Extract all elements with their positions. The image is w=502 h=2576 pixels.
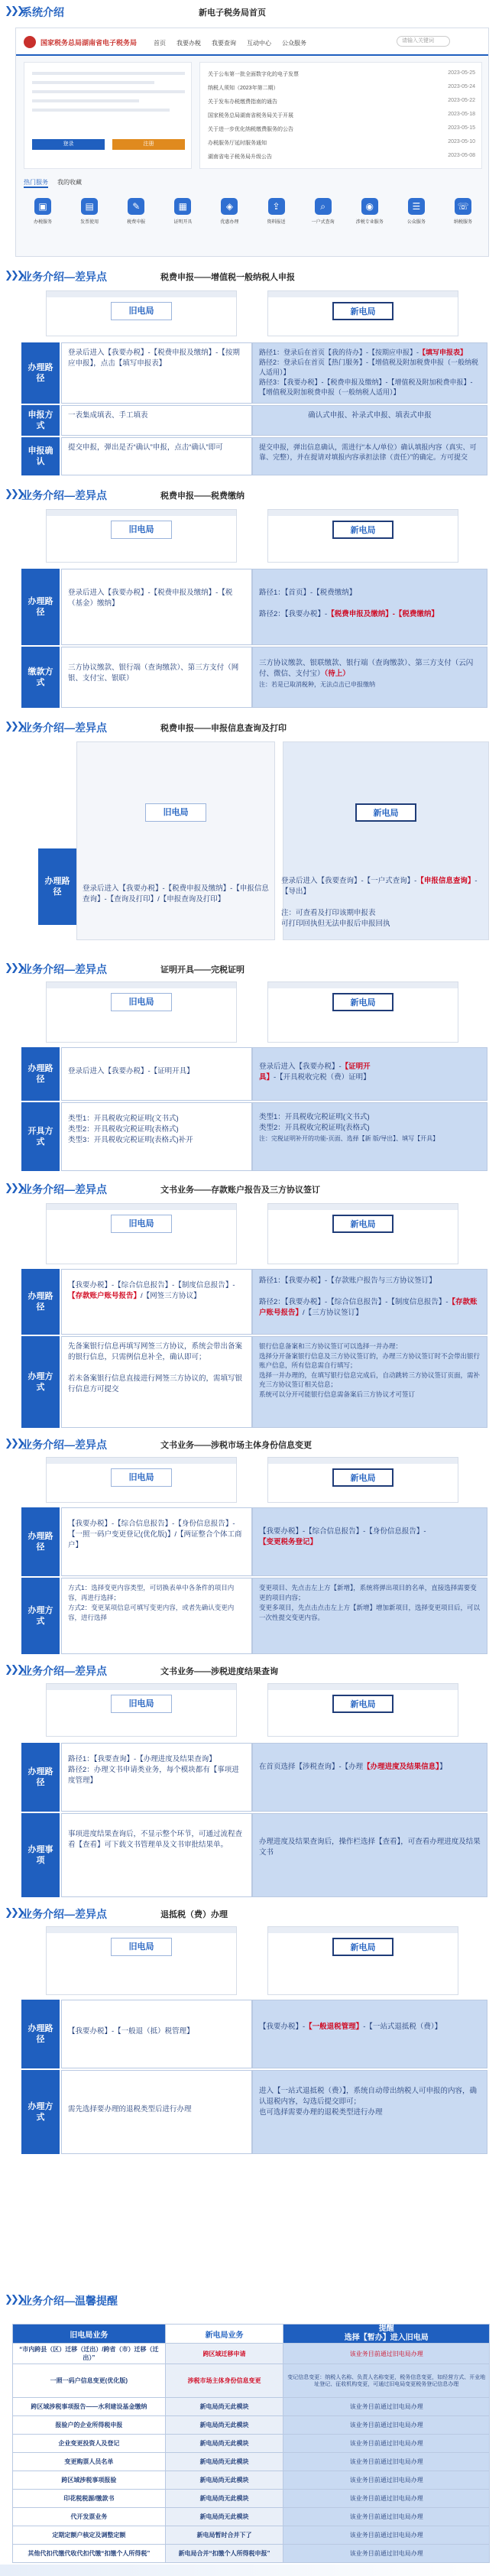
section-subtitle: 证明开具——完税证明 bbox=[160, 965, 245, 975]
section-reminder bbox=[0, 2289, 502, 2308]
old-portal-tag: 旧电局 bbox=[111, 1468, 172, 1487]
new-path: 路径1：【我要办税】-【存款账户报告与三方协议签订】 路径2：【我要办税】-【综合信息报告】-【制度信息报告】-【存款账户账号报告】/【三方协议签订】 bbox=[252, 1269, 487, 1335]
chevron-icon: ❯❯❯ bbox=[5, 1663, 23, 1675]
table-cell: 新电局合并“扣缴个人所得税申报” bbox=[165, 2545, 283, 2563]
old-portal-screen bbox=[46, 1203, 237, 1264]
old-path: 【我要办税】-【综合信息报告】-【制度信息报告】-【存款账户账号报告】/【网签三方协议】 bbox=[61, 1269, 252, 1335]
table-cell: 印花税税源/缴款书 bbox=[13, 2490, 166, 2508]
table-cell: 代开发票业务 bbox=[13, 2508, 166, 2526]
portal-search-input[interactable]: 请输入关键词 bbox=[397, 36, 450, 47]
comparison-screens bbox=[46, 1203, 458, 1264]
new-portal-tag: 新电局 bbox=[332, 1938, 394, 1956]
section-title: 业务介绍—差异点 bbox=[21, 271, 107, 283]
section-title: 业务介绍—差异点 bbox=[21, 489, 107, 501]
nav-item[interactable]: 互动中心 bbox=[247, 40, 271, 47]
section-progress-query bbox=[0, 1659, 502, 1679]
new-portal-tag: 新电局 bbox=[332, 993, 394, 1011]
section-title: 业务介绍—差异点 bbox=[21, 1908, 107, 1920]
section-identity-change bbox=[0, 1432, 502, 1452]
table-cell: 一照一码户信息变更(优化版) bbox=[13, 2364, 166, 2398]
old-method: 方式1：选择变更内容类型，可切换表单中各条件的项目内容，再进行选择； 方式2：变更某项信息可填写变更内容，或者先确认变更内容，进行选择 bbox=[61, 1578, 252, 1654]
table-cell: 该业务目前通过旧电局办理 bbox=[283, 2453, 490, 2471]
row-label: 办理路径 bbox=[21, 2000, 60, 2068]
service-tile[interactable]: ✎ 税费申报 bbox=[117, 198, 155, 225]
table-cell: 该业务目前通过旧电局办理 bbox=[283, 2416, 490, 2435]
section-system-intro bbox=[0, 0, 502, 20]
section-subtitle: 新电子税务局首页 bbox=[199, 8, 266, 18]
row-label: 办理路径 bbox=[21, 342, 60, 404]
footer-decoration bbox=[0, 2565, 502, 2576]
old-path: 路径1：【我要查询】-【办理进度及结果查询】 路径2：办理文书申请类业务，每个模块都有【事项进度管理】 bbox=[61, 1743, 252, 1812]
old-path: 登录后进入【我要办税】-【税费申报及缴纳】-【按期应申报】，点击【填写申报表】 bbox=[61, 342, 252, 404]
row-label: 办理方式 bbox=[21, 1578, 60, 1654]
login-button[interactable]: 登录 bbox=[32, 139, 105, 150]
header-new-business: 新电局业务 bbox=[165, 2325, 283, 2344]
new-portal-tag: 新电局 bbox=[355, 803, 416, 822]
section-subtitle: 税费申报——增值税一般纳税人申报 bbox=[160, 273, 295, 282]
table-cell: 其他代扣代缴代收代扣代缴“扣缴个人所得税” bbox=[13, 2545, 166, 2563]
new-portal-tag: 新电局 bbox=[332, 1695, 394, 1713]
section-title: 业务介绍—温馨提醒 bbox=[21, 2295, 118, 2307]
service-tile[interactable]: ▤ 发票使用 bbox=[70, 198, 108, 225]
comparison-screens bbox=[46, 1683, 458, 1737]
new-method: 变更项目、先点击左上方【新增】，系统将弹出项目的名单，直接选择需要变更的项目内容； 变更多项目，先点击点击左上方【新增】增加新项目，选择变更项目后，可以一次性提交变更内容。 bbox=[252, 1578, 487, 1654]
chevron-icon: ❯❯❯ bbox=[5, 1437, 23, 1449]
table-cell: 跨区域迁移申请 bbox=[165, 2344, 283, 2364]
section-tax-certificate bbox=[0, 957, 502, 977]
invoice-icon: ▤ bbox=[81, 198, 98, 215]
old-portal-screen bbox=[46, 1683, 237, 1737]
section-title: 系统介绍 bbox=[21, 6, 64, 18]
service-icon: ☏ bbox=[455, 198, 471, 215]
new-path: 登录后进入【我要办税】-【证明开具】-【开具税收完税（费）证明】 bbox=[252, 1047, 487, 1101]
old-path: 【我要办税】-【综合信息报告】-【身份信息报告】-【一照一码户变更登记(优化版)】/【两证整合个体工商户】 bbox=[61, 1507, 252, 1576]
old-portal-tag: 旧电局 bbox=[111, 1695, 172, 1713]
old-path: 登录后进入【我要办税】-【税费申报及缴纳】-【税（基金）缴纳】 bbox=[61, 569, 252, 645]
old-method: 先备案银行信息再填写网签三方协议，系统会带出备案的银行信息，只需例信息补全，确认即可； 若未备案银行信息直接进行网签三方协议的，需填写银行信息方可提交 bbox=[61, 1336, 252, 1428]
table-cell: 新电局尚无此模块 bbox=[165, 2416, 283, 2435]
table-cell: 该业务目前通过旧电局办理 bbox=[283, 2508, 490, 2526]
service-tile[interactable]: ⌕ 一户式查询 bbox=[304, 198, 342, 225]
row-label: 办理方式 bbox=[21, 1336, 60, 1428]
table-cell: 涉税市场主体身份信息变更 bbox=[165, 2364, 283, 2398]
row-label: 办理事项 bbox=[21, 1813, 60, 1897]
section-subtitle: 文书业务——存款账户报告及三方协议签订 bbox=[160, 1186, 320, 1195]
section-title: 业务介绍—差异点 bbox=[21, 1665, 107, 1677]
table-cell: 跨区域涉税事项报告——水利建设基金缴纳 bbox=[13, 2398, 166, 2416]
chevron-icon: ❯❯❯ bbox=[5, 2293, 23, 2305]
nav-item[interactable]: 首页 bbox=[154, 40, 166, 47]
table-row bbox=[13, 2416, 490, 2435]
new-portal-screen bbox=[267, 1457, 458, 1503]
table-row bbox=[13, 2364, 490, 2398]
row-label: 办理路径 bbox=[21, 1507, 60, 1576]
new-portal-tag: 新电局 bbox=[332, 521, 394, 539]
section-subtitle: 文书业务——涉税进度结果查询 bbox=[160, 1667, 278, 1676]
portal-service-icons bbox=[24, 198, 482, 225]
table-cell: “市内跨县（区）迁移（迁出）/跨省（市）迁移（迁出）” bbox=[13, 2344, 166, 2364]
row-label: 办理路径 bbox=[21, 1743, 60, 1812]
table-cell: 变记信息变更：纳税人名称、负责人名称变更，税务信息变更，如经营方式、开业地址登记、征收机构变更，可通过旧电局变更税务登记信息办理 bbox=[283, 2364, 490, 2398]
agency-icon: ◉ bbox=[361, 198, 378, 215]
header-old-business: 旧电局业务 bbox=[13, 2325, 166, 2344]
old-portal-tag: 旧电局 bbox=[111, 302, 172, 320]
service-tile[interactable]: ◉ 涉税专业服务 bbox=[351, 198, 389, 225]
chevron-icon: ❯❯❯ bbox=[5, 269, 23, 281]
section-subtitle: 文书业务——涉税市场主体身份信息变更 bbox=[160, 1441, 312, 1450]
discount-icon: ◈ bbox=[221, 198, 238, 215]
list-item[interactable]: 湖南省电子税务局升级公告 2023-05-08 bbox=[208, 153, 475, 160]
old-portal-screen bbox=[46, 290, 237, 336]
old-portal-tag: 旧电局 bbox=[111, 1938, 172, 1956]
table-cell: 该业务目前通过旧电局办理 bbox=[283, 2344, 490, 2364]
row-label: 办理路径 bbox=[38, 848, 76, 925]
comparison-screens bbox=[46, 509, 458, 563]
new-portal-screen bbox=[267, 290, 458, 336]
new-portal-screen bbox=[267, 1203, 458, 1264]
section-title: 业务介绍—差异点 bbox=[21, 1183, 107, 1196]
new-path: 登录后进入【我要查询】-【一户式查询】-【申报信息查询】-【导出】 注：可查看及打印该期申报表 可打印回执但无法申报后申报回执 bbox=[281, 877, 478, 928]
row-label: 申报确认 bbox=[21, 437, 60, 475]
nav-item[interactable]: 我要查询 bbox=[212, 40, 236, 47]
table-row bbox=[13, 2508, 490, 2526]
chevron-icon: ❯❯❯ bbox=[5, 962, 23, 973]
section-title: 业务介绍—差异点 bbox=[21, 722, 107, 734]
section-title: 业务介绍—差异点 bbox=[21, 1439, 107, 1451]
service-tile[interactable]: ⇪ 资料报送 bbox=[257, 198, 296, 225]
table-row bbox=[13, 2453, 490, 2471]
portal-nav bbox=[154, 39, 306, 47]
declare-icon: ✎ bbox=[128, 198, 144, 215]
old-portal-screen bbox=[46, 1457, 237, 1503]
section-subtitle: 税费申报——税费缴纳 bbox=[160, 492, 245, 501]
old-path: 【我要办税】-【一般退（抵）税管理】 bbox=[61, 2000, 252, 2068]
old-method: 类型1：开具税收完税证明(文书式) 类型2：开具税收完税证明(表格式) 类型3：开具税收完税证明(表格式)补开 bbox=[61, 1102, 252, 1171]
old-portal-tag: 旧电局 bbox=[111, 521, 172, 539]
portal-login-banner bbox=[24, 62, 192, 169]
comparison-screens bbox=[46, 1926, 458, 1995]
chevron-icon: ❯❯❯ bbox=[5, 1906, 23, 1918]
portal-site-name: 国家税务总局湖南省电子税务局 bbox=[40, 39, 138, 47]
new-portal-tag: 新电局 bbox=[332, 1468, 394, 1487]
section-vat-declaration bbox=[0, 264, 502, 284]
service-tile[interactable]: ☏ 纳税服务 bbox=[444, 198, 482, 225]
row-label: 缴款方式 bbox=[21, 647, 60, 708]
chevron-icon: ❯❯❯ bbox=[5, 5, 23, 16]
new-method: 进入【一站式退抵税（费）】，系统自动带出纳税人可申报的内容，确认退税内容，勾选后提交即可； 也可选择需要办理的退税类型进行办理 bbox=[252, 2070, 487, 2154]
chevron-icon: ❯❯❯ bbox=[5, 1182, 23, 1193]
new-portal-tag: 新电局 bbox=[332, 1215, 394, 1233]
old-portal-screen bbox=[46, 1926, 237, 1995]
new-path: 路径1：【首页】-【税费缴纳】 路径2：【我要办税】-【税费申报及缴纳】-【税费缴纳】 bbox=[252, 569, 487, 645]
table-cell: 该业务目前通过旧电局办理 bbox=[283, 2545, 490, 2563]
row-label: 办理路径 bbox=[21, 1269, 60, 1335]
portal-topbar bbox=[16, 28, 488, 56]
row-label: 申报方式 bbox=[21, 405, 60, 436]
reminder-table bbox=[12, 2324, 490, 2563]
row-label: 办理方式 bbox=[21, 2070, 60, 2154]
new-method: 类型1：开具税收完税证明(文书式) 类型2：开具税收完税证明(表格式) 注：完税证明补开的功能-页面、选择【新 版/导出】、填写【开具】 bbox=[252, 1102, 487, 1171]
section-declaration-query bbox=[0, 715, 502, 735]
new-path: 【我要办税】-【综合信息报告】-【身份信息报告】-【变更税务登记】 bbox=[252, 1507, 487, 1576]
upload-icon: ⇪ bbox=[268, 198, 285, 215]
portal-screenshot bbox=[15, 28, 489, 257]
comparison-screens bbox=[46, 981, 458, 1043]
section-title: 业务介绍—差异点 bbox=[21, 963, 107, 975]
old-path: 登录后进入【我要办税】-【证明开具】 bbox=[61, 1047, 252, 1101]
section-subtitle: 退抵税（费）办理 bbox=[160, 1910, 228, 1919]
table-cell: 新电局尚无此模块 bbox=[165, 2508, 283, 2526]
list-item[interactable]: 纳税人须知（2023年第二期） 2023-05-24 bbox=[208, 84, 475, 91]
table-cell: 该业务目前通过旧电局办理 bbox=[283, 2526, 490, 2545]
old-portal-tag: 旧电局 bbox=[111, 1215, 172, 1233]
table-row bbox=[13, 2545, 490, 2563]
table-cell: 企业变更投资人及登记 bbox=[13, 2435, 166, 2453]
old-item: 事项进度结果查询后，不显示整个环节，可通过流程查看【查看】可下载文书管理单及文书审批结果单。 bbox=[61, 1813, 252, 1897]
new-path: 【我要办税】-【一般退税管理】-【一站式退抵税（费）】 bbox=[252, 2000, 487, 2068]
table-cell: 该业务目前通过旧电局办理 bbox=[283, 2435, 490, 2453]
certificate-icon: ▦ bbox=[174, 198, 191, 215]
nav-item[interactable]: 我要办税 bbox=[177, 40, 201, 47]
table-cell: 跨区域涉税事项报验 bbox=[13, 2471, 166, 2490]
old-portal-tag: 旧电局 bbox=[111, 993, 172, 1011]
table-cell: 新电局尚无此模块 bbox=[165, 2453, 283, 2471]
table-cell: 新电局暂时合并下了 bbox=[165, 2526, 283, 2545]
table-row bbox=[13, 2526, 490, 2545]
new-method: 三方协议缴款、银联缴款、银行端（查询缴款）、第三方支付（云闪付、微信、支付宝）（待上） 注：若是已取消税种，无法点击已申报缴纳 bbox=[252, 647, 487, 708]
table-row bbox=[13, 2344, 490, 2364]
register-button[interactable]: 注册 bbox=[112, 139, 185, 150]
tab-favorites[interactable]: 我的收藏 bbox=[57, 179, 82, 186]
old-method: 三方协议缴款、银行端（查询缴款）、第三方支付（网银、支付宝、银联） bbox=[61, 647, 252, 708]
tab-hot-services[interactable]: 热门服务 bbox=[24, 178, 48, 188]
new-path: 在首页选择【涉税查询】-【办理【办理进度及结果信息】】 bbox=[252, 1743, 487, 1812]
row-label: 办理路径 bbox=[21, 1047, 60, 1101]
table-cell: 新电局尚无此模块 bbox=[165, 2490, 283, 2508]
chevron-icon: ❯❯❯ bbox=[5, 488, 23, 499]
table-cell: 新电局尚无此模块 bbox=[165, 2398, 283, 2416]
service-tile[interactable]: ◈ 优惠办理 bbox=[210, 198, 248, 225]
chevron-icon: ❯❯❯ bbox=[5, 720, 23, 732]
service-tile[interactable]: ▦ 证明开具 bbox=[164, 198, 202, 225]
old-confirm: 提交申报，弹出是否“确认”申报，点击“确认”即可 bbox=[61, 437, 252, 475]
service-tile[interactable]: ▣ 办税服务 bbox=[24, 198, 62, 225]
old-portal-screen bbox=[46, 509, 237, 563]
comparison-screens bbox=[46, 1457, 458, 1503]
table-row bbox=[13, 2398, 490, 2416]
section-bank-account bbox=[0, 1177, 502, 1197]
comparison-screens bbox=[46, 290, 458, 336]
new-portal-screen bbox=[267, 981, 458, 1043]
list-item[interactable]: 国家税务总局湖南省税务局关于开展 2023-05-18 bbox=[208, 112, 475, 118]
row-label: 开具方式 bbox=[21, 1102, 60, 1171]
tax-emblem-icon bbox=[24, 36, 36, 48]
section-subtitle: 税费申报——申报信息查询及打印 bbox=[160, 724, 287, 733]
table-cell: 报验户的企业所得税申报 bbox=[13, 2416, 166, 2435]
old-method: 一表集成填表、手工填表 bbox=[61, 405, 252, 436]
nav-item[interactable]: 公众服务 bbox=[282, 40, 306, 47]
new-path: 路径1：登录后在首页【我的待办】-【按期应申报】-【填写申报表】 路径2：登录后在首页【热门服务】-【增值税及附加税费申报（一般纳税人适用）】 路径3：【我要办税】-【税费申报及缴纳】-【增值税及附加税费申报】-【增值税及附加税费申报（一般纳税人适用）】 bbox=[252, 342, 487, 404]
query-icon: ⌕ bbox=[315, 198, 332, 215]
table-cell: 变更购票人员名单 bbox=[13, 2453, 166, 2471]
table-cell: 该业务目前通过旧电局办理 bbox=[283, 2490, 490, 2508]
list-item[interactable]: 办税服务厅延时服务通知 2023-05-10 bbox=[208, 139, 475, 146]
table-row bbox=[13, 2471, 490, 2490]
new-portal-screen bbox=[267, 1683, 458, 1737]
list-item[interactable]: 关于发布办税缴费指南的通告 2023-05-22 bbox=[208, 98, 475, 105]
header-reminder: 提醒 选择【暂办】进入旧电局 bbox=[283, 2325, 490, 2344]
old-portal-screen bbox=[46, 981, 237, 1043]
new-portal-tag: 新电局 bbox=[332, 302, 394, 320]
old-portal-tag: 旧电局 bbox=[145, 803, 206, 822]
new-method: 确认式申报、补录式申报、填表式申报 bbox=[252, 405, 487, 436]
table-cell: 定期定额户核定及调整定额 bbox=[13, 2526, 166, 2545]
portal-notice-list bbox=[199, 62, 482, 169]
table-row bbox=[13, 2435, 490, 2453]
portal-tabs bbox=[24, 178, 82, 188]
new-item: 办理进度及结果查询后，操作栏选择【查看】，可查看办理进度及结果文书 bbox=[252, 1813, 487, 1897]
section-refund bbox=[0, 1902, 502, 1922]
list-item[interactable]: 关于公布第一批全面数字化的电子发票 2023-05-25 bbox=[208, 70, 475, 77]
public-icon: ☰ bbox=[408, 198, 425, 215]
table-cell: 该业务目前通过旧电局办理 bbox=[283, 2398, 490, 2416]
new-confirm: 提交申报，弹出信息确认，需进行“本人/单位）确认填报内容（真实、可靠、完整），并在提请对填报内容承担法律（责任）”的确定。方可提交 bbox=[252, 437, 487, 475]
briefcase-icon: ▣ bbox=[34, 198, 51, 215]
table-row bbox=[13, 2490, 490, 2508]
new-portal-screen bbox=[267, 1926, 458, 1995]
row-label: 办理路径 bbox=[21, 569, 60, 645]
new-portal-screen bbox=[267, 509, 458, 563]
table-cell: 新电局尚无此模块 bbox=[165, 2435, 283, 2453]
table-cell: 该业务目前通过旧电局办理 bbox=[283, 2471, 490, 2490]
service-tile[interactable]: ☰ 公众服务 bbox=[397, 198, 436, 225]
list-item[interactable]: 关于进一步优化纳税缴费服务的公告 2023-05-15 bbox=[208, 125, 475, 132]
new-method: 银行信息备案和三方协议签订可以选择一并办理： 选择分开备案银行信息及三方协议签订的，办理三方协议签订时不会带出银行账户信息，所有信息需自行填写； 选择一并办理的，在填写银行信息完成后，自动跳转三方协议签订页面，需补充三方协议签订相关信息； 系统可以分开可能银行信息需备案后三方协议才可签订 bbox=[252, 1336, 487, 1428]
section-tax-payment bbox=[0, 483, 502, 503]
old-path: 登录后进入【我要办税】-【税费申报及缴纳】-【申报信息查询】-【查询及打印】/【申报查询及打印】 bbox=[83, 884, 269, 904]
old-method: 需先选择要办理的退税类型后进行办理 bbox=[61, 2070, 252, 2154]
table-cell: 新电局尚无此模块 bbox=[165, 2471, 283, 2490]
